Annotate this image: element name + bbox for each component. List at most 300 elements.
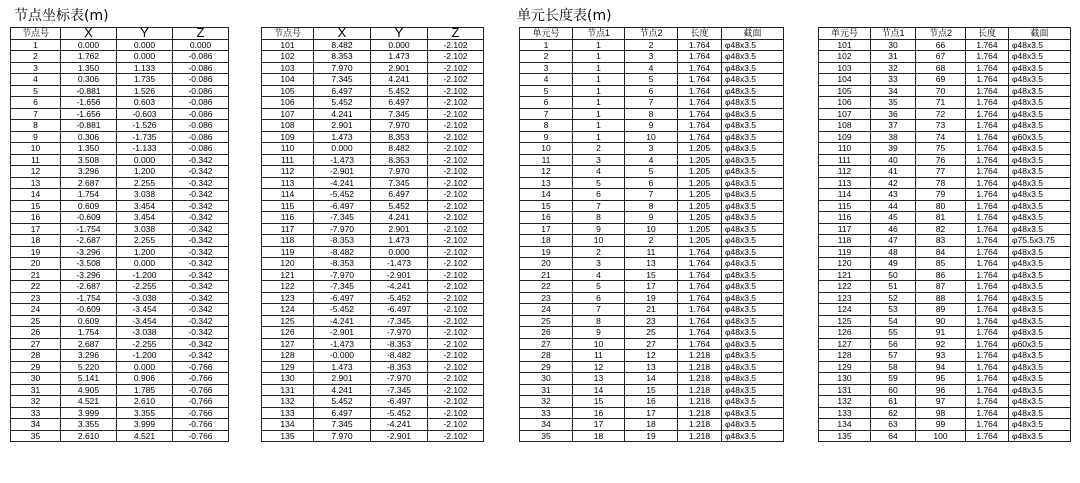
table-cell: 1.764 [966,430,1009,442]
table-cell: 1 [573,39,625,51]
table-row [11,407,229,419]
table-cell: 6 [520,97,573,109]
table-cell: 19 [625,292,678,304]
table-cell: 67 [916,51,966,63]
table-cell: 31 [11,384,61,396]
table-cell: -0.342 [173,304,229,316]
table-cell: 18 [625,419,678,431]
table-cell: φ48x3.5 [1009,430,1071,442]
table-cell: 0.609 [61,315,117,327]
table-cell: -0.609 [61,212,117,224]
table-cell: 3.296 [61,350,117,362]
column-header: 单元号 [819,28,871,40]
table-cell: 1.764 [966,361,1009,373]
table-cell: 91 [916,327,966,339]
table-cell: -0.342 [173,200,229,212]
table-cell: 85 [916,258,966,270]
table-cell: 1.764 [678,304,722,316]
table-cell: 1.764 [966,292,1009,304]
table-cell: 0.000 [117,39,173,51]
table-cell: 116 [262,212,314,224]
table-cell: -2.102 [428,200,484,212]
table-cell: 99 [916,419,966,431]
table-cell: 1.764 [966,373,1009,385]
table-cell: 1.764 [966,85,1009,97]
table-cell: φ48x3.5 [722,350,784,362]
table-row [819,235,1071,247]
table-cell: 56 [871,338,916,350]
table-cell: 86 [916,269,966,281]
table-cell: 1.764 [966,177,1009,189]
table-cell: 119 [819,246,871,258]
table-cell: φ48x3.5 [722,85,784,97]
table-cell: 15 [573,396,625,408]
table-cell: 79 [916,189,966,201]
table-row [819,396,1071,408]
table-cell: 16 [573,407,625,419]
table-cell: 113 [262,177,314,189]
table-cell: 35 [520,430,573,442]
table-cell: 94 [916,361,966,373]
table-row [262,235,484,247]
table-cell: 1.218 [678,396,722,408]
table-cell: 129 [262,361,314,373]
table-row [819,108,1071,120]
table-cell: 1.205 [678,212,722,224]
table-cell: -1.473 [314,154,371,166]
table-cell: 44 [871,200,916,212]
table-cell: φ48x3.5 [722,361,784,373]
table-row [520,269,784,281]
table-cell: 118 [262,235,314,247]
table-cell: 120 [262,258,314,270]
table-cell: 1.764 [966,143,1009,155]
table-cell: 23 [520,292,573,304]
table-cell: -2.102 [428,108,484,120]
table-cell: 128 [262,350,314,362]
table-cell: 21 [625,304,678,316]
element-table-2 [818,27,1071,442]
table-row [11,327,229,339]
table-cell: -2.102 [428,292,484,304]
table-cell: 8 [625,200,678,212]
table-cell: 1.350 [61,143,117,155]
table-cell: 50 [871,269,916,281]
table-cell: 7 [520,108,573,120]
table-cell: -0.342 [173,154,229,166]
table-cell: 121 [262,269,314,281]
table-row [520,292,784,304]
table-cell: -0.086 [173,143,229,155]
table-cell: 1.205 [678,166,722,178]
table-cell: -2.102 [428,85,484,97]
table-cell: 128 [819,350,871,362]
table-cell: 3.038 [117,223,173,235]
table-cell: 1 [573,74,625,86]
table-cell: 2.610 [61,430,117,442]
table-cell: φ48x3.5 [1009,39,1071,51]
element-table-1 [519,27,784,442]
table-cell: 26 [520,327,573,339]
table-cell: 1.218 [678,430,722,442]
table-cell: 0.000 [371,246,428,258]
table-row [819,338,1071,350]
table-cell: 3 [11,62,61,74]
table-cell: 90 [916,315,966,327]
table-cell: 1.764 [678,269,722,281]
table-cell: 1.764 [678,281,722,293]
table-cell: -1.735 [117,131,173,143]
table-cell: 1.218 [678,407,722,419]
table-cell: 4 [11,74,61,86]
table-cell: 1.526 [117,85,173,97]
table-cell: -1.473 [371,258,428,270]
table-cell: -2.102 [428,97,484,109]
table-cell: 35 [871,97,916,109]
table-cell: φ48x3.5 [722,212,784,224]
table-cell: 36 [871,108,916,120]
table-cell: 31 [520,384,573,396]
table-cell: 5 [520,85,573,97]
table-cell: 33 [871,74,916,86]
table-cell: 2.901 [371,62,428,74]
table-cell: 33 [520,407,573,419]
table-cell: 11 [520,154,573,166]
table-cell: 1 [573,120,625,132]
table-row [262,85,484,97]
table-row [520,189,784,201]
table-cell: 18 [11,235,61,247]
table-cell: 8.482 [314,39,371,51]
table-cell: -2.901 [314,327,371,339]
table-cell: 132 [262,396,314,408]
table-row [11,269,229,281]
table-cell: -0.342 [173,246,229,258]
table-cell: 1.764 [678,51,722,63]
table-cell: 83 [916,235,966,247]
table-cell: 8 [573,212,625,224]
table-row [819,258,1071,270]
table-cell: 0.906 [117,373,173,385]
table-row [819,223,1071,235]
table-cell: φ48x3.5 [722,419,784,431]
table-row [11,223,229,235]
table-cell: 13 [520,177,573,189]
table-row [520,51,784,63]
table-cell: -0.342 [173,338,229,350]
table-cell: 7 [625,97,678,109]
table-cell: -5.452 [371,292,428,304]
table-cell: 109 [819,131,871,143]
table-cell: -2.901 [314,166,371,178]
table-row [819,212,1071,224]
table-cell: φ48x3.5 [722,131,784,143]
table-cell: 1.735 [117,74,173,86]
table-cell: φ48x3.5 [1009,223,1071,235]
table-row [262,74,484,86]
table-cell: φ48x3.5 [1009,97,1071,109]
table-cell: 29 [520,361,573,373]
table-cell: 0.000 [371,39,428,51]
table-cell: -1.656 [61,97,117,109]
table-row [262,292,484,304]
table-cell: -2.102 [428,258,484,270]
table-cell: 59 [871,373,916,385]
table-cell: 62 [871,407,916,419]
table-cell: 25 [520,315,573,327]
table-cell: 4 [625,62,678,74]
table-cell: 7.345 [314,419,371,431]
table-cell: 4 [625,154,678,166]
table-cell: 7.345 [314,74,371,86]
table-cell: 101 [262,39,314,51]
table-cell: -3.508 [61,258,117,270]
table-cell: 1.218 [678,373,722,385]
table-cell: 106 [262,97,314,109]
table-cell: -4.241 [314,315,371,327]
table-cell: 130 [262,373,314,385]
table-row [819,281,1071,293]
table-cell: 17 [573,419,625,431]
table-cell: 15 [11,200,61,212]
table-cell: -7.970 [314,269,371,281]
table-cell: 78 [916,177,966,189]
column-header: Y [117,28,173,40]
table-cell: -0.086 [173,62,229,74]
table-cell: 30 [520,373,573,385]
table-cell: -2.687 [61,281,117,293]
table-cell: 18 [573,430,625,442]
table-cell: -0.086 [173,120,229,132]
table-row [520,131,784,143]
table-cell: 1.473 [314,131,371,143]
table-cell: 103 [819,62,871,74]
table-cell: 1.205 [678,143,722,155]
table-row [520,315,784,327]
table-cell: 3 [573,154,625,166]
table-cell: -0.766 [173,361,229,373]
table-row [262,338,484,350]
table-cell: 6 [625,177,678,189]
table-cell: 132 [819,396,871,408]
table-cell: 68 [916,62,966,74]
table-cell: 114 [262,189,314,201]
table-cell: 2 [520,51,573,63]
table-cell: φ48x3.5 [722,384,784,396]
table-cell: 1.764 [678,74,722,86]
table-cell: 111 [262,154,314,166]
table-cell: 16 [11,212,61,224]
table-cell: 110 [819,143,871,155]
table-cell: 13 [11,177,61,189]
table-row [262,189,484,201]
table-cell: 126 [262,327,314,339]
table-cell: -2.901 [371,430,428,442]
table-cell: 7 [573,304,625,316]
table-cell: φ48x3.5 [1009,269,1071,281]
table-cell: -7.970 [371,373,428,385]
table-cell: 10 [11,143,61,155]
table-row [262,350,484,362]
table-cell: 23 [11,292,61,304]
table-cell: φ48x3.5 [722,235,784,247]
table-cell: 105 [262,85,314,97]
table-row [819,350,1071,362]
column-header: X [61,28,117,40]
table-cell: 14 [573,384,625,396]
table-row [819,315,1071,327]
table-row [11,97,229,109]
table-cell: 1.764 [966,39,1009,51]
table-cell: 29 [11,361,61,373]
table-cell: 6.497 [314,407,371,419]
table-cell: φ48x3.5 [1009,281,1071,293]
table-cell: -7.970 [314,223,371,235]
table-cell: 115 [262,200,314,212]
table-cell: 1.764 [678,108,722,120]
table-row [11,62,229,74]
column-header: 节点号 [11,28,61,40]
table-cell: 2.610 [117,396,173,408]
table-cell: 14 [11,189,61,201]
table-row [11,419,229,431]
table-cell: -0.766 [173,430,229,442]
table-cell: 1.764 [678,327,722,339]
table-cell: 0.306 [61,131,117,143]
table-row [262,361,484,373]
table-cell: φ48x3.5 [722,143,784,155]
table-cell: 1.764 [678,258,722,270]
table-row [11,281,229,293]
table-cell: 123 [262,292,314,304]
table-cell: 15 [625,384,678,396]
table-cell: -0.609 [61,304,117,316]
table-row [262,419,484,431]
table-cell: 6 [625,85,678,97]
table-row [819,292,1071,304]
table-row [11,131,229,143]
table-cell: 1.764 [966,120,1009,132]
table-cell: -2.102 [428,212,484,224]
table-row [262,166,484,178]
table-row [262,327,484,339]
table-cell: 9 [573,327,625,339]
table-row [819,120,1071,132]
table-cell: 72 [916,108,966,120]
table-cell: 12 [11,166,61,178]
table-cell: φ48x3.5 [1009,304,1071,316]
table-cell: 2 [11,51,61,63]
table-row [819,327,1071,339]
table-cell: φ48x3.5 [722,74,784,86]
table-cell: -1.200 [117,269,173,281]
table-cell: 21 [11,269,61,281]
header-row [819,28,1071,40]
table-cell: 122 [819,281,871,293]
table-cell: -4.241 [371,419,428,431]
table-cell: 1.473 [371,51,428,63]
table-row [520,212,784,224]
table-cell: 1.764 [966,281,1009,293]
table-cell: -1.754 [61,292,117,304]
table-cell: -6.497 [314,292,371,304]
table-cell: -2.102 [428,166,484,178]
table-row [819,131,1071,143]
table-cell: 12 [625,350,678,362]
column-header: 节点2 [916,28,966,40]
table-row [520,338,784,350]
table-cell: -0.086 [173,97,229,109]
table-cell: 96 [916,384,966,396]
table-cell: φ48x3.5 [722,189,784,201]
table-cell: 9 [573,223,625,235]
table-row [11,384,229,396]
table-cell: 33 [11,407,61,419]
table-row [520,74,784,86]
table-cell: φ75.5x3.75 [1009,235,1071,247]
table-cell: 2.901 [314,120,371,132]
table-cell: 3.454 [117,200,173,212]
column-header: 节点号 [262,28,314,40]
table-cell: 23 [625,315,678,327]
table-cell: 112 [819,166,871,178]
table-cell: 26 [11,327,61,339]
table-cell: 8.482 [371,143,428,155]
table-cell: -2.687 [61,235,117,247]
table-cell: 1.764 [678,292,722,304]
table-cell: 5.141 [61,373,117,385]
table-cell: 24 [520,304,573,316]
table-cell: 2.255 [117,235,173,247]
table-cell: 1.205 [678,223,722,235]
table-cell: 8 [625,108,678,120]
table-cell: 8 [573,315,625,327]
table-row [819,189,1071,201]
table-row [819,85,1071,97]
table-cell: 1.764 [966,327,1009,339]
table-cell: 1.473 [371,235,428,247]
table-cell: -2.102 [428,315,484,327]
table-cell: 122 [262,281,314,293]
table-cell: 17 [11,223,61,235]
table-cell: 21 [520,269,573,281]
table-cell: 5 [573,177,625,189]
table-row [11,189,229,201]
table-cell: -0.086 [173,74,229,86]
table-cell: 95 [916,373,966,385]
table-cell: -2.102 [428,396,484,408]
table-cell: 117 [262,223,314,235]
table-cell: 93 [916,350,966,362]
table-cell: 1.764 [966,384,1009,396]
table-cell: 11 [625,246,678,258]
table-row [11,120,229,132]
table-cell: -2.102 [428,131,484,143]
table-cell: 1.764 [966,62,1009,74]
table-row [11,315,229,327]
table-cell: 101 [819,39,871,51]
table-cell: φ48x3.5 [722,430,784,442]
table-row [262,120,484,132]
table-cell: -6.497 [371,396,428,408]
table-cell: 80 [916,200,966,212]
table-cell: 27 [625,338,678,350]
table-cell: 84 [916,246,966,258]
table-cell: φ48x3.5 [722,292,784,304]
table-row [262,269,484,281]
table-row [11,177,229,189]
table-cell: 131 [819,384,871,396]
